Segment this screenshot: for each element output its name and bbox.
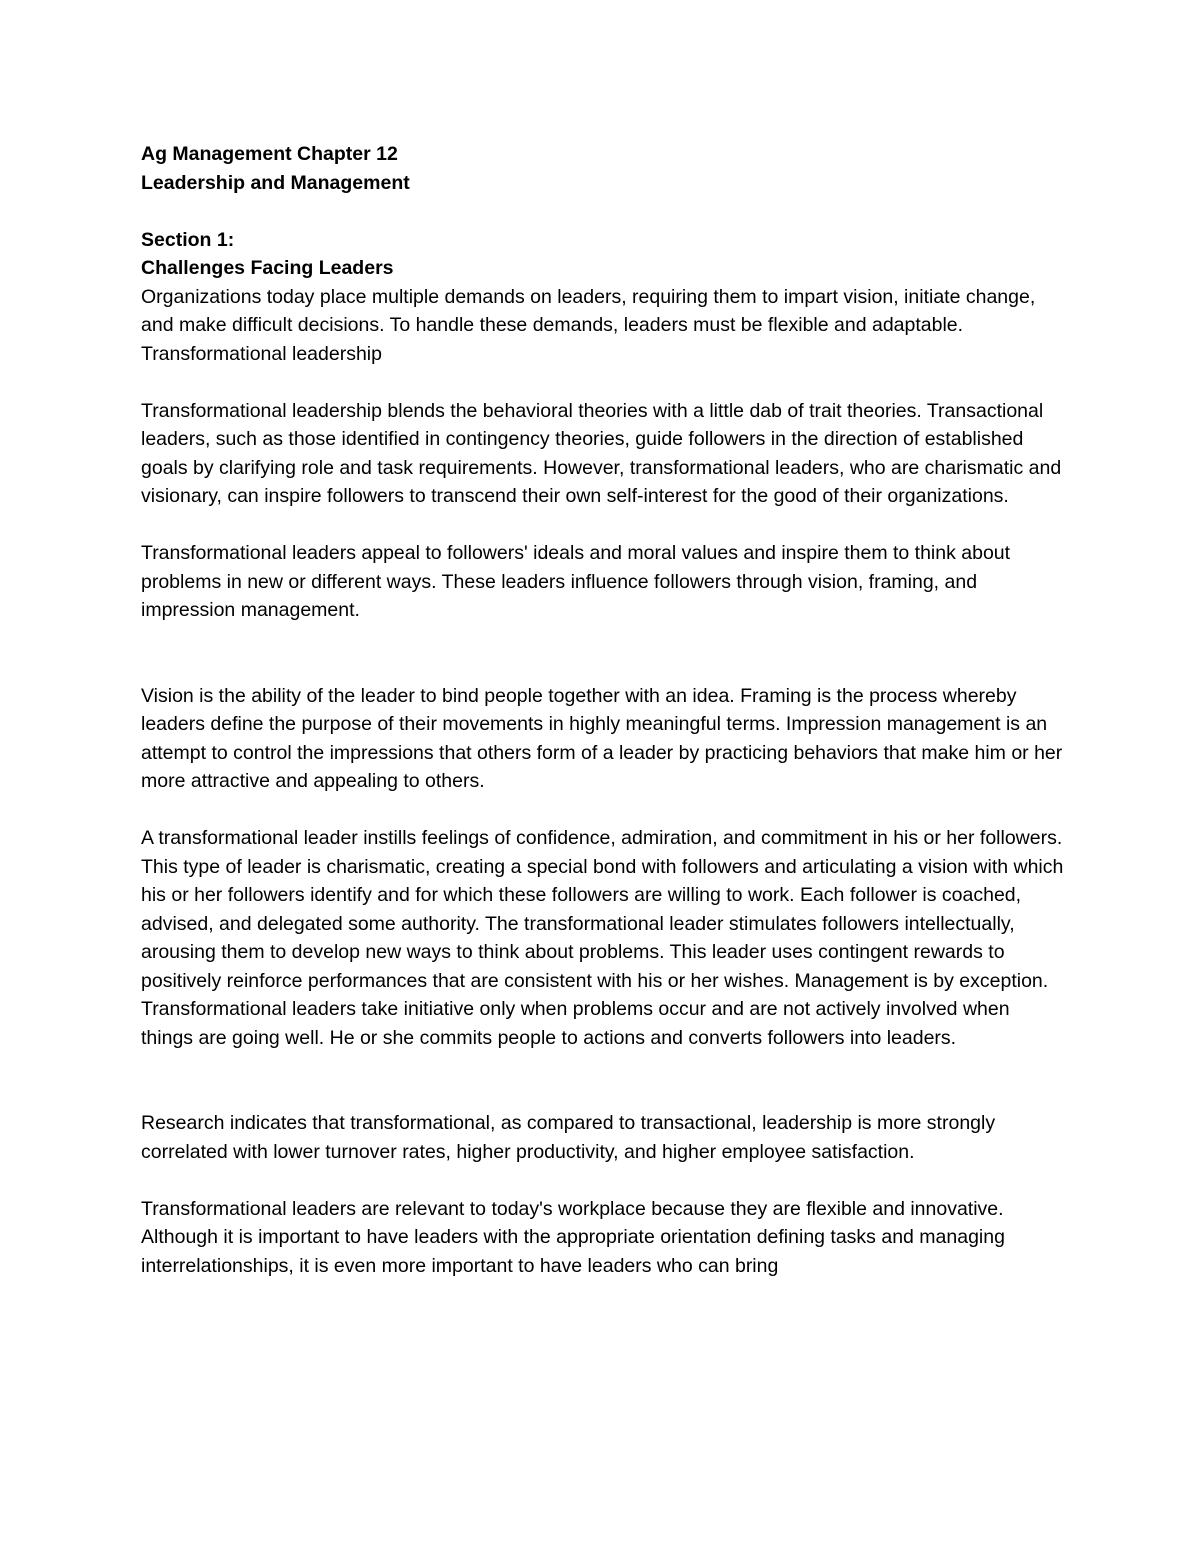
subheading-transformational-leadership: Transformational leadership <box>141 342 382 365</box>
document-title: Ag Management Chapter 12 <box>141 143 398 165</box>
spacer <box>141 1052 1066 1081</box>
paragraph-transformational-leader: A transformational leader instills feelings of confidence, admiration, and commitment in his or her followers. This type of leader is charismatic, creating a special bond with followers and articulating a vision with which his or her followers identify and for which these followers are willing to work. Each follower is coached, advised, and delegated some authority. The transformational leader stimulates followers intellectually, arousing them to develop new ways to think about problems. This leader uses contingent rewards to positively reinforce performances that are consistent with his or her wishes. Management is by exception. Transformational leaders take initiative only when problems occur and are not actively involved when things are going well. He or she commits people to actions and converts followers into leaders. <box>141 827 1064 1049</box>
paragraph-vision-framing: Vision is the ability of the leader to bind people together with an idea. Framing is the process whereby leaders define the purpose of their movements in highly meaningful terms. Impression management is an attempt to control the impressions that others form of a leader by practicing behaviors that make him or her more attractive and appealing to others. <box>141 684 1063 792</box>
spacer <box>141 511 1066 540</box>
spacer <box>141 368 1066 397</box>
document-body <box>141 140 1066 1280</box>
paragraph-research: Research indicates that transformational, as compared to transactional, leadership is more strongly correlated with lower turnover rates, higher productivity, and higher employee satisfaction. <box>141 1112 996 1163</box>
section-label: Section 1: <box>141 228 235 251</box>
spacer <box>141 653 1066 682</box>
section-title: Challenges Facing Leaders <box>141 257 394 279</box>
spacer <box>141 1166 1066 1195</box>
spacer <box>141 1081 1066 1110</box>
paragraph-relevance: Transformational leaders are relevant to today's workplace because they are flexible and innovative. Although it is important to have leaders with the appropriate orientation defining tasks and managing interrelationships, it is even more important to have leaders who can bring <box>141 1197 1005 1277</box>
spacer <box>141 197 1066 226</box>
spacer <box>141 625 1066 654</box>
paragraph-appeal-ideals: Transformational leaders appeal to followers' ideals and moral values and inspire them to think about problems in new or different ways. These leaders influence followers through vision, framing, and impression management. <box>141 542 1011 621</box>
paragraph-transformational-blend: Transformational leadership blends the behavioral theories with a little dab of trait theories. Transactional leaders, such as those identified in contingency theories, guide followers in the direction of established goals by clarifying role and task requirements. However, transformational leaders, who are charismatic and visionary, can inspire followers to transcend their own self-interest for the good of their organizations. <box>141 399 1062 507</box>
spacer <box>141 796 1066 825</box>
document-subtitle: Leadership and Management <box>141 171 410 194</box>
paragraph-intro: Organizations today place multiple demands on leaders, requiring them to impart vision, initiate change, and make difficult decisions. To handle these demands, leaders must be flexible and adaptable. <box>141 285 1036 336</box>
